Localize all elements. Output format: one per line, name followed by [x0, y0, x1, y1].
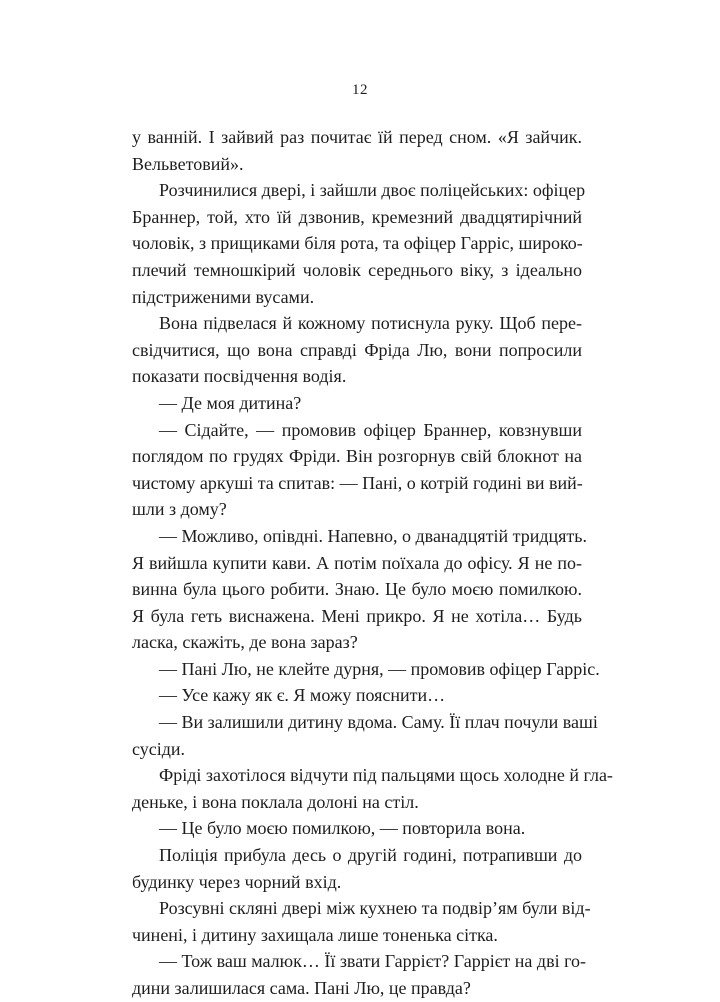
text-line: Вельветовий». [132, 153, 244, 174]
text-line: чоловік, з прищиками біля рота, та офіцер Гарріс, широко- [132, 233, 583, 254]
text-line: поглядом по грудях Фріди. Він розгорнув свій блокнот на [132, 446, 582, 467]
text-line: Вона підвелася й кожному потиснула руку. Щоб пере- [159, 313, 582, 334]
text-line: — Можливо, опівдні. Напевно, о дванадцятій тридцять. [159, 525, 587, 546]
text-line: деньке, і вона поклала долоні на стіл. [132, 791, 419, 812]
text-line: Розсувні скляні двері між кухнею та подвір’ям були від- [159, 898, 591, 919]
text-line: плечий темношкірий чоловік середнього віку, з ідеально [132, 259, 582, 280]
text-line: — Ви залишили дитину вдома. Саму. Її плач почули ваші [159, 712, 598, 733]
text-line: Браннер, той, хто їй дзвонив, кремезний двадцятирічний [132, 206, 582, 227]
text-line: Я була геть виснажена. Мені прикро. Я не хотіла… Будь [132, 605, 582, 626]
text-line: показати посвідчення водія. [132, 366, 347, 387]
text-line: підстриженими вусами. [132, 286, 315, 307]
text-line: — Це було моєю помилкою, — повторила вона. [159, 818, 526, 839]
text-line: винна була цього робити. Знаю. Це було моєю помилкою. [132, 579, 582, 600]
text-line: у ванній. І зайвий раз почитає їй перед сном. «Я зайчик. [132, 127, 582, 147]
text-line: дини залишилася сама. Пані Лю, це правда? [132, 978, 471, 998]
text-line: ласка, скажіть, де вона зараз? [132, 632, 358, 653]
text-line: чинені, і дитину захищала лише тоненька сітка. [132, 924, 498, 945]
text-line: чистому аркуші та спитав: — Пані, о котрій годині ви вий- [132, 472, 583, 493]
text-line: — Пані Лю, не клейте дурня, — промовив офіцер Гарріс. [159, 658, 600, 679]
text-line: свідчитися, що вона справді Фріда Лю, вони попросили [132, 339, 582, 360]
text-line: Фріді захотілося відчути під пальцями щось холодне й гла- [159, 765, 613, 786]
text-line: — Де моя дитина? [159, 392, 302, 413]
text-line: сусіди. [132, 738, 186, 759]
text-line: — Усе кажу як є. Я можу пояснити… [159, 685, 446, 706]
text-line: Розчинилися двері, і зайшли двоє поліцейських: офіцер [159, 180, 586, 201]
text-line: Я вийшла купити кави. А потім поїхала до офісу. Я не по- [132, 552, 582, 573]
text-line: — Сідайте, — промовив офіцер Браннер, ковзнувши [159, 419, 582, 440]
text-line: шли з дому? [132, 499, 227, 520]
body-text [132, 124, 613, 1002]
text-line: будинку через чорний вхід. [132, 871, 342, 892]
text-line: Поліція прибула десь о другій годині, потрапивши до [159, 845, 582, 866]
text-line: — Тож ваш малюк… Її звати Гаррієт? Гаррієт на дві го- [159, 951, 586, 972]
page-number: 12 [352, 82, 368, 98]
